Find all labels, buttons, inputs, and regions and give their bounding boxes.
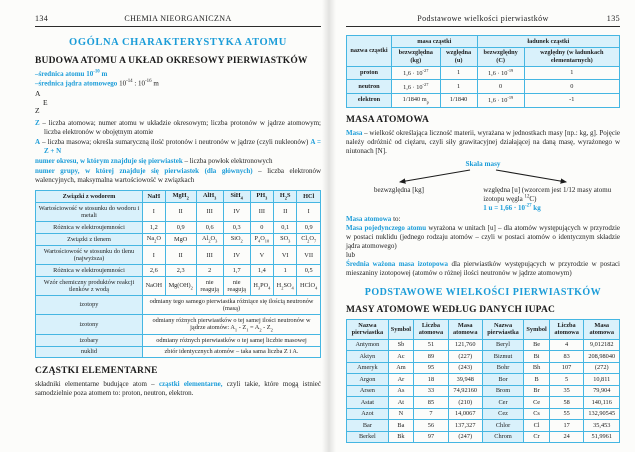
- table-cell: Bk: [388, 431, 413, 443]
- table-cell: Astat: [347, 397, 389, 409]
- table-row: [36, 315, 321, 335]
- table-cell: Ameryk: [347, 362, 389, 374]
- table-cell: 2,6: [143, 265, 166, 277]
- table-cell: 7: [414, 408, 449, 420]
- table-row: [347, 385, 620, 397]
- table-cell: Cez: [482, 408, 524, 420]
- table-cell: NaOH: [143, 277, 166, 296]
- table-cell: izotopy: [36, 296, 143, 315]
- table-cell: Berkel: [347, 431, 389, 443]
- table-cell: 2,3: [165, 265, 196, 277]
- table-cell: I: [297, 203, 321, 222]
- table-cell: At: [388, 397, 413, 409]
- table-cell: (210): [448, 397, 482, 409]
- table-cell: 121,760: [448, 339, 482, 351]
- table-cell: Związki z tlenem: [36, 233, 143, 246]
- table-cell: 56: [414, 420, 449, 432]
- table-cell: 0,9: [165, 222, 196, 234]
- iupac-atomic-masses-table: [346, 319, 620, 443]
- table-cell: Antymon: [347, 339, 389, 351]
- header-cell: Liczba atomowa: [549, 320, 584, 339]
- table-cell: II: [165, 203, 196, 222]
- table-cell: 39,948: [448, 374, 482, 386]
- table-row: [36, 346, 321, 358]
- table-cell: (272): [584, 362, 620, 374]
- table-row: [36, 203, 321, 222]
- part-title: PODSTAWOWE WIELKOŚCI PIERWIASTKÓW: [364, 287, 602, 299]
- table-cell: Aktyn: [347, 351, 389, 363]
- header-cell: Masa atomowa: [448, 320, 482, 339]
- header-cell: HCl: [297, 190, 321, 203]
- period-number-line: numer okresu, w którym znajduje się pierwiastek – liczba powłok elektronowych: [35, 157, 273, 166]
- table-cell: 79,904: [584, 385, 620, 397]
- table-cell: elektron: [347, 93, 392, 107]
- table-cell: III: [250, 203, 273, 222]
- table-cell: 17: [549, 420, 584, 432]
- table-cell: Cl: [524, 420, 549, 432]
- table-cell: Ba: [388, 420, 413, 432]
- table-cell: Bh: [524, 362, 549, 374]
- table-header-row: [347, 320, 620, 339]
- table-cell: 95: [414, 362, 449, 374]
- table-cell: 85: [414, 397, 449, 409]
- table-cell: Cer: [482, 397, 524, 409]
- table-cell: Br: [524, 385, 549, 397]
- table-cell: (227): [448, 351, 482, 363]
- table-cell: 1,2: [143, 222, 166, 234]
- unit-equation: 1 $u = 1,66 \cdot 10^{-27}$ kg: [483, 203, 541, 212]
- table-cell: 1/1840 $m_p$: [392, 93, 441, 107]
- running-header-left: [35, 14, 321, 27]
- atomic-mass-def-2: Średnia ważona masa izotopowa dla pierwiastków występujących w przyrodzie w postaci mieszaniny izotopowej (atomów o różnej ilości neutronów w jądrze atomowym): [346, 260, 621, 278]
- table-cell: Wzór chemiczny produktów reakcji tlenków z wodą: [36, 277, 143, 296]
- page-number: 135: [606, 14, 620, 23]
- table-row: [36, 222, 321, 234]
- table-cell: 58: [549, 397, 584, 409]
- table-cell: VI: [274, 246, 297, 265]
- running-header-right: [346, 14, 620, 27]
- table-row: [36, 296, 321, 315]
- table-row: [347, 420, 620, 432]
- elementary-particles-text: składniki elementarne budujące atom – cząstki elementarne, czyli takie, które mogą istnieć samodzielnie poza atomem to: proton, neutron, elektron.: [35, 380, 321, 398]
- mass-scale-diagram: [346, 160, 620, 213]
- table-cell: Bizmut: [482, 351, 524, 363]
- table-cell: 0,6: [196, 222, 223, 234]
- header-cell: Nazwa pierwiastka: [347, 320, 389, 339]
- table-cell: III: [196, 246, 223, 265]
- table-row: [347, 339, 620, 351]
- table-cell: $Cl_2O_7$: [297, 233, 321, 246]
- table-header-row: [36, 190, 321, 203]
- table-cell: HClO$_4$: [297, 277, 321, 296]
- page-right: [346, 14, 620, 443]
- branch-arrows: [358, 168, 608, 186]
- table-cell: Ac: [388, 351, 413, 363]
- table-cell: odmiany tego samego pierwiastka różniące się ilością neutronów (masą): [143, 296, 321, 315]
- table-cell: 1: [274, 265, 297, 277]
- table-cell: $P_4O_{10}$: [250, 233, 273, 246]
- charge-group-header: ładunek cząstki: [477, 36, 619, 48]
- table-cell: Bor: [482, 374, 524, 386]
- atomic-mass-def-or: lub: [346, 251, 355, 260]
- table-cell: I: [143, 203, 166, 222]
- mass-scale-label: Skala masy: [465, 159, 501, 168]
- table-cell: Cs: [524, 408, 549, 420]
- table-cell: 14,0067: [448, 408, 482, 420]
- table-cell: 140,116: [584, 397, 620, 409]
- table-cell: 107: [549, 362, 584, 374]
- table-cell: 10,811: [584, 374, 620, 386]
- header-cell: MgH$_2$: [165, 190, 196, 203]
- header-cell: Masa atomowa: [584, 320, 620, 339]
- chapter-title: OGÓLNA CHARAKTERYSTYKA ATOMU: [69, 37, 287, 48]
- definition-atomic-number: Z – liczba atomowa; numer atomu w układzie okresowym; liczba protonów w jądrze atomowym; liczba elektronów w obojętnym atomie: [35, 119, 321, 137]
- table-row: [36, 335, 321, 347]
- table-cell: Cr: [524, 431, 549, 443]
- table-cell: II: [274, 203, 297, 222]
- table-cell: 0: [250, 222, 273, 234]
- atomic-mass-def-1: Masa pojedynczego atomu wyrażona w unitach [u] – dla atomów występujących w przyrodzie w postaci nuklidu (jednego rodzaju atomów – czyli w postaci atomów o identycznym składzie jądra atomowego): [346, 223, 620, 251]
- table-cell: 1: [524, 66, 619, 80]
- table-cell: N: [388, 408, 413, 420]
- relative-mass-branch: [469, 186, 620, 213]
- table-cell: 4: [549, 339, 584, 351]
- table-cell: $1,6 \cdot 10^{-27}$: [392, 66, 441, 80]
- table-cell: IV: [223, 203, 250, 222]
- table-cell: 74,92160: [448, 385, 482, 397]
- table-cell: odmiany różnych pierwiastków o tej samej ilości neutronów w jądrze atomów: $A_1 - Z_1 = A_2 - Z_2$: [143, 315, 321, 335]
- header-cell: Nazwa pierwiastka: [482, 320, 524, 339]
- table-cell: Chlor: [482, 420, 524, 432]
- table-row: [347, 80, 620, 94]
- table-cell: (247): [448, 431, 482, 443]
- table-cell: 208,98040: [584, 351, 620, 363]
- table-cell: Brom: [482, 385, 524, 397]
- table-cell: Wartościowość w stosunku do tlenu (najwyższa): [36, 246, 143, 265]
- running-title: CHEMIA NIEORGANICZNA: [124, 14, 232, 23]
- table-cell: $Al_2O_3$: [196, 233, 223, 246]
- nucleus-diameter-line: –średnica jądra atomowego $10^{-14}$ : $10^{-16}$ m: [35, 79, 159, 88]
- col-header-rel-mass: względna (u): [440, 47, 477, 66]
- table-cell: 2: [196, 265, 223, 277]
- header-cell: SiH$_4$: [223, 190, 250, 203]
- header-cell: $H_2S$: [274, 190, 297, 203]
- header-cell: $PH_3$: [250, 190, 273, 203]
- table-cell: zbiór identycznych atomów – taka sama liczba Z i A.: [143, 346, 321, 358]
- table-cell: 18: [414, 374, 449, 386]
- table-cell: $H_2SO_4$: [274, 277, 297, 296]
- header-cell: AlH$_3$: [196, 190, 223, 203]
- corner-header: nazwa cząstki: [347, 36, 392, 67]
- table-cell: Ce: [524, 397, 549, 409]
- table-row: [347, 66, 620, 80]
- table-row: [36, 277, 321, 296]
- table-cell: 35: [549, 385, 584, 397]
- table-cell: izobary: [36, 335, 143, 347]
- table-cell: $SO_3$: [274, 233, 297, 246]
- table-cell: 83: [549, 351, 584, 363]
- col-header-abs-mass: bezwzględna (kg): [392, 47, 441, 66]
- table-cell: Wartościowość w stosunku do wodoru i metali: [36, 203, 143, 222]
- table-cell: 0: [524, 80, 619, 94]
- table-cell: Bohr: [482, 362, 524, 374]
- table-row: [347, 362, 620, 374]
- table-cell: Ar: [388, 374, 413, 386]
- table-row: [347, 431, 620, 443]
- table-cell: 137,327: [448, 420, 482, 432]
- table-cell: proton: [347, 66, 392, 80]
- absolute-mass-branch: bezwzględna [kg]: [374, 185, 424, 194]
- table-cell: Różnica w elektroujemności: [36, 222, 143, 234]
- table-row: [347, 408, 620, 420]
- table-cell: $Na_2O$: [143, 233, 166, 246]
- table-cell: Sb: [388, 339, 413, 351]
- table-cell: 97: [414, 431, 449, 443]
- header-cell: NaH: [143, 190, 166, 203]
- section-heading-atomic-mass: MASA ATOMOWA: [346, 114, 430, 125]
- hydrogen-compounds-table: [35, 190, 321, 359]
- particle-properties-table: [346, 35, 620, 108]
- header-cell: Symbol: [388, 320, 413, 339]
- table-cell: 0: [477, 80, 524, 94]
- table-cell: odmiany różnych pierwiastków o tej samej liczbie masowej: [143, 335, 321, 347]
- col-header-abs-charge: bezwzględny (C): [477, 47, 524, 66]
- running-title: Podstawowe wielkości pierwiastków: [417, 14, 549, 23]
- header-cell: Liczba atomowa: [414, 320, 449, 339]
- table-cell: 1: [440, 80, 477, 94]
- table-cell: 1/1840: [440, 93, 477, 107]
- mass-intro-text: Masa – wielkość określająca liczność materii, wyrażana w jednostkach masy [np.: kg, g]. Pojęcie należy odróżnić od ciężaru, czyli siły grawitacyjnej działającej na daną masę, wyrażonego w niutonach [N].: [346, 128, 620, 155]
- table-cell: 35,453: [584, 420, 620, 432]
- table-cell: (243): [448, 362, 482, 374]
- table-cell: 9,012182: [584, 339, 620, 351]
- section-heading-iupac: MASY ATOMOWE WEDŁUG DANYCH IUPAC: [346, 305, 556, 316]
- table-cell: 89: [414, 351, 449, 363]
- table-cell: 1,7: [223, 265, 250, 277]
- header-cell: Symbol: [524, 320, 549, 339]
- table-cell: Arsen: [347, 385, 389, 397]
- table-row: [347, 374, 620, 386]
- table-row: [36, 233, 321, 246]
- table-cell: II: [165, 246, 196, 265]
- table-cell: Różnica w elektroujemności: [36, 265, 143, 277]
- header-cell: Związki z wodorem: [36, 190, 143, 203]
- table-cell: Be: [524, 339, 549, 351]
- table-row: [347, 93, 620, 107]
- page-left: [35, 14, 321, 402]
- table-cell: 51: [414, 339, 449, 351]
- table-cell: SiO$_2$: [223, 233, 250, 246]
- page-number: 134: [35, 14, 49, 23]
- table-cell: III: [196, 203, 223, 222]
- table-cell: Bar: [347, 420, 389, 432]
- table-cell: $Mg(OH)_2$: [165, 277, 196, 296]
- definition-mass-number: A – liczba masowa; określa sumaryczną ilość protonów i neutronów w jądrze (czyli nukleonów) A = Z + N: [35, 138, 321, 156]
- table-cell: 0,1: [274, 222, 297, 234]
- table-row: [36, 265, 321, 277]
- table-cell: izotony: [36, 315, 143, 335]
- table-cell: IV: [223, 246, 250, 265]
- nuclide-notation: [35, 90, 321, 116]
- col-header-rel-charge: względny (w ładunkach elementarnych): [524, 47, 619, 66]
- table-row: [36, 246, 321, 265]
- atomic-number-symbol: Z: [35, 106, 40, 116]
- table-cell: $H_3PO_4$: [250, 277, 273, 296]
- table-cell: 33: [414, 385, 449, 397]
- atomic-mass-def-intro: Masa atomowa to:: [346, 214, 401, 223]
- table-cell: I: [143, 246, 166, 265]
- table-cell: 132,90545: [584, 408, 620, 420]
- table-cell: Bi: [524, 351, 549, 363]
- table-cell: 1: [440, 66, 477, 80]
- table-cell: Chrom: [482, 431, 524, 443]
- table-cell: neutron: [347, 80, 392, 94]
- table-cell: $1,6 \cdot 10^{-27}$: [392, 80, 441, 94]
- relative-mass-text: względna [u] (wzorcem jest 1/12 masy atomu izotopu węgla $^{12}$C): [483, 185, 612, 203]
- table-cell: 24: [549, 431, 584, 443]
- table-cell: nuklid: [36, 346, 143, 358]
- mass-group-header: masa cząstki: [392, 36, 478, 48]
- table-cell: 0,5: [297, 265, 321, 277]
- table-row: [347, 397, 620, 409]
- section-heading-elementary-particles: CZĄSTKI ELEMENTARNE: [35, 366, 158, 377]
- table-cell: Argon: [347, 374, 389, 386]
- element-symbol: E: [43, 97, 48, 107]
- table-cell: 51,9961: [584, 431, 620, 443]
- table-cell: As: [388, 385, 413, 397]
- table-cell: nie reagują: [223, 277, 250, 296]
- page-gutter-shadow: [322, 0, 336, 452]
- table-cell: VII: [297, 246, 321, 265]
- section-heading-structure: BUDOWA ATOMU A UKŁAD OKRESOWY PIERWIASTKÓW: [35, 56, 308, 66]
- table-cell: $1,6 \cdot 10^{-19}$: [477, 66, 524, 80]
- table-cell: -1: [524, 93, 619, 107]
- table-cell: 0,3: [223, 222, 250, 234]
- mass-number-symbol: A: [35, 89, 41, 99]
- table-row: [347, 351, 620, 363]
- atom-diameter-line: –średnica atomu $10^{-10}$ m: [35, 70, 108, 79]
- table-cell: Beryl: [482, 339, 524, 351]
- table-cell: nie reagują: [196, 277, 223, 296]
- table-cell: MgO: [165, 233, 196, 246]
- table-cell: 55: [549, 408, 584, 420]
- table-cell: Am: [388, 362, 413, 374]
- table-cell: $1,6 \cdot 10^{-19}$: [477, 93, 524, 107]
- table-cell: V: [250, 246, 273, 265]
- table-cell: Azot: [347, 408, 389, 420]
- table-cell: 1,4: [250, 265, 273, 277]
- table-cell: 0,9: [297, 222, 321, 234]
- table-cell: 5: [549, 374, 584, 386]
- table-cell: B: [524, 374, 549, 386]
- group-number-line: numer grupy, w której znajduje się pierwiastek (dla głównych) – liczba elektronów walencyjnych, maksymalna wartościowość w związkach: [35, 166, 321, 184]
